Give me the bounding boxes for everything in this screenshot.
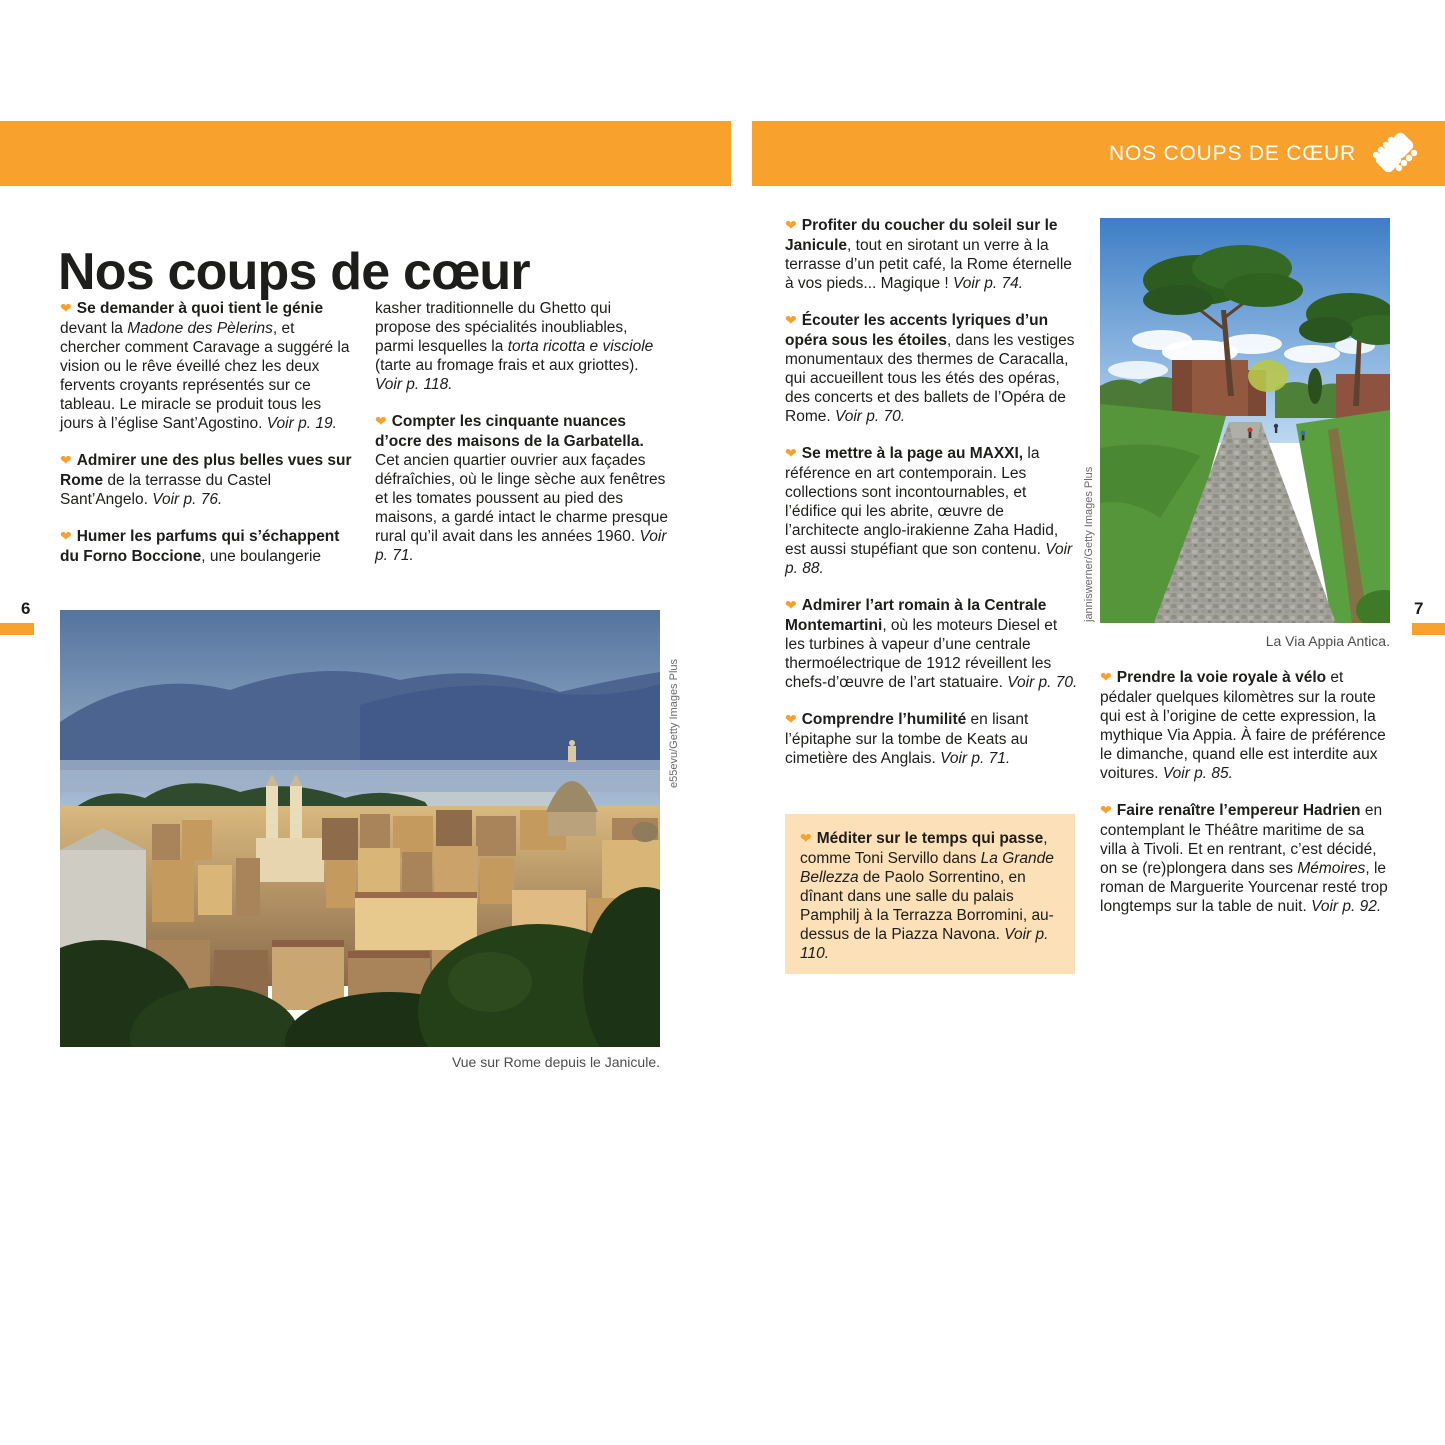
text-segment: Voir p. 19.: [266, 415, 337, 432]
heart-icon: ❤: [785, 313, 797, 329]
feature-item: [1100, 801, 1392, 916]
text-segment: Écouter les accents lyriques d’un opéra sous les étoiles: [785, 312, 1049, 349]
text-segment: Méditer sur le temps qui passe: [816, 830, 1044, 847]
text-segment: Voir p. 71.: [375, 528, 667, 564]
text-segment: Madone des Pèlerins: [127, 320, 273, 337]
text-segment: Admirer une des plus belles vues sur Rome: [60, 452, 352, 489]
heart-icon: ❤: [785, 218, 797, 234]
text-segment: de Paolo Sorrentino, en dînant dans une salle du palais Pamphilj à la Terrazza Borromini, au-dessus de la Piazza Navona.: [800, 869, 1054, 943]
heart-icon: ❤: [785, 446, 797, 462]
page-number-bar-right: [1412, 623, 1445, 635]
text-segment: devant la: [60, 320, 128, 337]
feature-item: [785, 216, 1079, 293]
right-page-column-2: [1100, 668, 1392, 934]
right-page-column-1: [785, 216, 1079, 786]
text-segment: (tarte au fromage frais et aux griottes).: [375, 357, 639, 374]
text-segment: , une boulangerie: [201, 548, 322, 565]
page-number-left: 6: [21, 599, 31, 618]
photo-credit-left: e55evu/Getty Images Plus: [668, 658, 680, 788]
heart-icon: ❤: [785, 712, 797, 728]
left-page-column-1: [60, 299, 358, 584]
feature-item: [375, 299, 669, 394]
text-segment: Compter les cinquante nuances d’ocre des maisons de la Garbatella.: [375, 413, 644, 450]
feature-item: [785, 311, 1079, 426]
text-segment: en contemplant le Théâtre maritime de sa villa à Tivoli. Et en rentrant, c’est décidé, on se (re)plongera dans ses: [1100, 802, 1383, 877]
feature-item: [800, 829, 1062, 963]
heart-icon: ❤: [60, 529, 72, 545]
text-segment: Voir p. 71.: [940, 750, 1011, 767]
text-segment: Voir p. 70.: [1007, 674, 1078, 691]
text-segment: Comprendre l’humilité: [801, 711, 967, 728]
text-segment: , le roman de Marguerite Yourcenar resté trop longtemps sur la table de nuit.: [1100, 860, 1388, 915]
header-band-label: NOS COUPS DE CŒUR: [1109, 141, 1356, 165]
text-segment: en lisant l’épitaphe sur la tombe de Keats au cimetière des Anglais.: [785, 711, 1029, 767]
header-band-left: [0, 121, 731, 186]
heart-icon: ❤: [800, 831, 812, 847]
page-number-bar-left: [0, 623, 34, 635]
feature-item: [785, 596, 1079, 692]
text-segment: , tout en sirotant un verre à la terrasse d’un petit café, la Rome éternelle à vos pieds... Magique !: [785, 237, 1072, 292]
text-segment: Voir p. 85.: [1162, 765, 1233, 782]
text-segment: Faire renaître l’empereur Hadrien: [1116, 802, 1361, 819]
text-segment: Cet ancien quartier ouvrier aux façades défraîchies, où le linge sèche aux fenêtres et les tomates poussent au pied des maisons, a gardé intact le charme presque rural qu’il avait dans les années 1960.: [375, 452, 668, 545]
text-segment: , comme Toni Servillo dans: [800, 830, 1048, 867]
text-segment: kasher traditionnelle du Ghetto qui propose des spécialités inoubliables, parmi lesquelles la: [375, 300, 628, 355]
text-segment: La Grande Bellezza: [800, 850, 1054, 886]
text-segment: Voir p. 70.: [834, 408, 906, 425]
text-segment: Voir p. 88.: [785, 541, 1073, 577]
text-segment: Voir p. 118.: [375, 376, 453, 393]
text-segment: torta ricotta e visciole: [507, 338, 654, 355]
feature-item: [60, 451, 358, 509]
heart-icon: ❤: [60, 453, 72, 469]
handshake-icon: [1369, 132, 1421, 176]
feature-item: [785, 444, 1079, 578]
heart-icon: ❤: [60, 301, 72, 317]
feature-item: [60, 299, 358, 433]
text-segment: Profiter du coucher du soleil sur le Janicule: [785, 217, 1058, 254]
heart-icon: ❤: [785, 598, 797, 614]
text-segment: Voir p. 74.: [953, 275, 1024, 292]
text-segment: Voir p. 92.: [1311, 898, 1382, 915]
text-segment: de la terrasse du Castel Sant’Angelo.: [60, 472, 272, 508]
feature-item: [60, 527, 358, 566]
heart-icon: ❤: [375, 414, 387, 430]
feature-item: [1100, 668, 1392, 783]
text-segment: Se mettre à la page au MAXXI,: [801, 445, 1024, 462]
text-segment: Voir p. 76.: [152, 491, 223, 508]
left-page-column-2: [375, 299, 669, 583]
rome-panorama-photo: [60, 610, 660, 1047]
photo-caption-right: La Via Appia Antica.: [1265, 633, 1390, 649]
text-segment: Voir p. 110.: [800, 926, 1049, 962]
text-segment: , dans les vestiges monumentaux des thermes de Caracalla, qui accueillent tous les étés des opéras, des concerts et des ballets de l’Opéra de Rome.: [785, 332, 1075, 425]
photo-credit-right: janniswerner/Getty Images Plus: [1083, 466, 1095, 622]
text-segment: Humer les parfums qui s’échappent du Forno Boccione: [60, 528, 340, 565]
photo-caption-left: Vue sur Rome depuis le Janicule.: [451, 1054, 660, 1070]
text-segment: , et chercher comment Caravage a suggéré la vision ou le rêve éveillé chez les deux fervents croyants représentés sur ce tableau. Le miracle se produit tous les jours à l’église Sant’Agostino.: [60, 320, 350, 432]
text-segment: et pédaler quelques kilomètres sur la route qui est à l’origine de cette expression, la mythique Via Appia. À faire de préférence le dimanche, quand elle est interdite aux voitures.: [1100, 669, 1386, 782]
heart-icon: ❤: [1100, 803, 1112, 819]
text-segment: , où les moteurs Diesel et les turbines à vapeur d’une centrale thermoélectrique de 1912 réveillent les chefs-d’œuvre de l’art statuaire.: [785, 617, 1058, 691]
feature-item: [375, 412, 669, 565]
header-band-right: [752, 121, 1445, 186]
text-segment: Prendre la voie royale à vélo: [1116, 669, 1327, 686]
text-segment: Se demander à quoi tient le génie: [76, 300, 324, 317]
via-appia-photo: [1100, 218, 1390, 623]
heart-icon: ❤: [1100, 670, 1112, 686]
highlight-box: [785, 814, 1075, 974]
feature-item: [785, 710, 1079, 768]
text-segment: Mémoires: [1297, 860, 1366, 877]
text-segment: Admirer l’art romain à la Centrale Montemartini: [785, 597, 1047, 634]
page-number-right: 7: [1414, 599, 1424, 618]
text-segment: la référence en art contemporain. Les collections sont incontournables, et l’édifice qui les abrite, œuvre de l’architecte anglo-irakienne Zaha Hadid, est aussi stupéfiant que son contenu.: [785, 445, 1059, 558]
page-title: Nos coups de cœur: [58, 242, 530, 301]
